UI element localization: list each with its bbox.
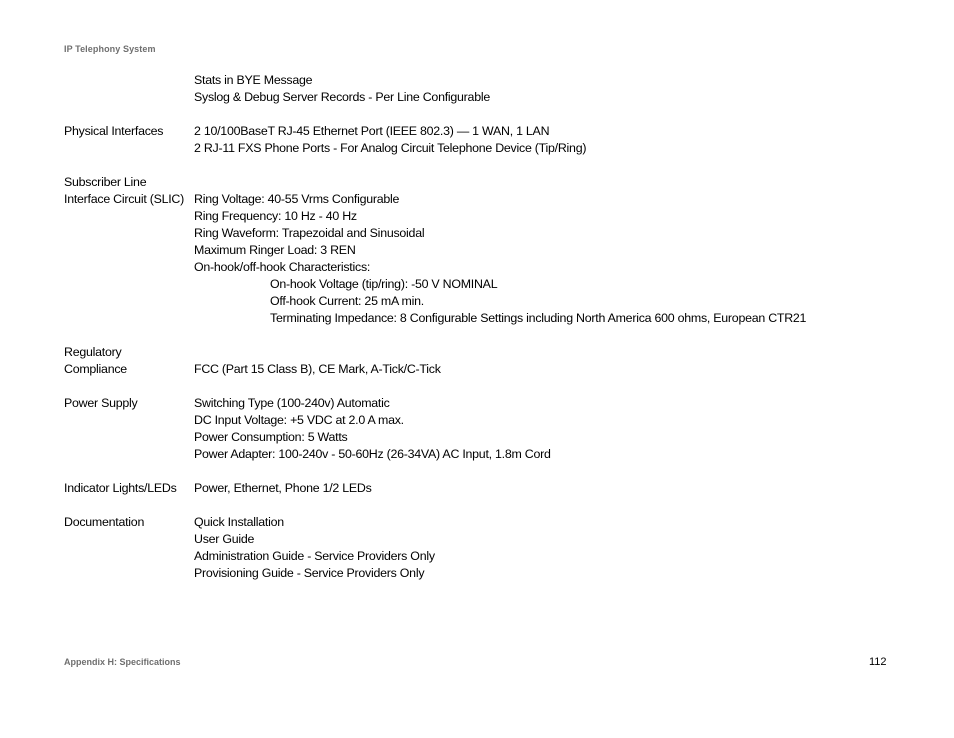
spec-line: On-hook/off-hook Characteristics: (194, 260, 371, 274)
spec-line: Switching Type (100-240v) Automatic (194, 396, 390, 410)
spec-values (194, 344, 924, 378)
spec-line: 2 10/100BaseT RJ-45 Ethernet Port (IEEE 802.3) — 1 WAN, 1 LAN (194, 124, 550, 138)
spec-values (194, 123, 924, 157)
spec-line: 2 RJ-11 FXS Phone Ports - For Analog Circuit Telephone Device (Tip/Ring) (194, 141, 587, 155)
spec-line: Power Adapter: 100-240v - 50-60Hz (26-34VA) AC Input, 1.8m Cord (194, 447, 551, 461)
spec-label-text: Subscriber Line (64, 175, 147, 189)
spec-continuation (64, 72, 924, 106)
spec-values (194, 480, 924, 497)
spec-documentation (64, 514, 924, 582)
spec-label (64, 174, 194, 327)
running-header: IP Telephony System (64, 44, 156, 54)
spec-label (64, 480, 194, 497)
spec-values (194, 72, 924, 106)
spec-line: Ring Waveform: Trapezoidal and Sinusoidal (194, 226, 425, 240)
spec-line: Provisioning Guide - Service Providers Only (194, 566, 425, 580)
spec-label-text: Regulatory (64, 345, 122, 359)
spec-line: Quick Installation (194, 515, 284, 529)
spec-label-text: Interface Circuit (SLIC) (64, 192, 185, 206)
spec-line: User Guide (194, 532, 255, 546)
spec-values (194, 395, 924, 463)
spec-label (64, 514, 194, 582)
spec-label-text: Physical Interfaces (64, 124, 164, 138)
spec-label (64, 344, 194, 378)
spec-label-text: Power Supply (64, 396, 138, 410)
spec-sub-line: On-hook Voltage (tip/ring): -50 V NOMINAL (270, 277, 498, 291)
spec-regulatory (64, 344, 924, 378)
spec-indicator-lights (64, 480, 924, 497)
spec-sub-line: Terminating Impedance: 8 Configurable Settings including North America 600 ohms, European CTR21 (270, 311, 807, 325)
spec-label (64, 395, 194, 463)
spec-physical-interfaces (64, 123, 924, 157)
spec-label-text: Compliance (64, 362, 127, 376)
spec-line: Ring Frequency: 10 Hz - 40 Hz (194, 209, 357, 223)
spec-label (64, 123, 194, 157)
spec-line: DC Input Voltage: +5 VDC at 2.0 A max. (194, 413, 404, 427)
spec-values (194, 174, 924, 327)
spec-label-empty (64, 72, 194, 106)
spec-line-spacer (194, 174, 924, 191)
spec-values (194, 514, 924, 582)
spec-power-supply (64, 395, 924, 463)
spec-line: Maximum Ringer Load: 3 REN (194, 243, 356, 257)
spec-line: Syslog & Debug Server Records - Per Line Configurable (194, 90, 490, 104)
spec-sub-line: Off-hook Current: 25 mA min. (270, 294, 424, 308)
spec-line-spacer (194, 344, 924, 361)
spec-label-text: Documentation (64, 515, 145, 529)
spec-slic (64, 174, 924, 327)
spec-line: Administration Guide - Service Providers Only (194, 549, 435, 563)
spec-line: Ring Voltage: 40-55 Vrms Configurable (194, 192, 400, 206)
spec-line: Power, Ethernet, Phone 1/2 LEDs (194, 481, 372, 495)
running-footer: Appendix H: Specifications (64, 657, 181, 667)
spec-content (64, 72, 924, 599)
spec-line: Stats in BYE Message (194, 73, 313, 87)
spec-line: Power Consumption: 5 Watts (194, 430, 348, 444)
spec-line: FCC (Part 15 Class B), CE Mark, A-Tick/C-Tick (194, 362, 441, 376)
spec-label-text: Indicator Lights/LEDs (64, 481, 177, 495)
page-number: 112 (869, 656, 887, 668)
